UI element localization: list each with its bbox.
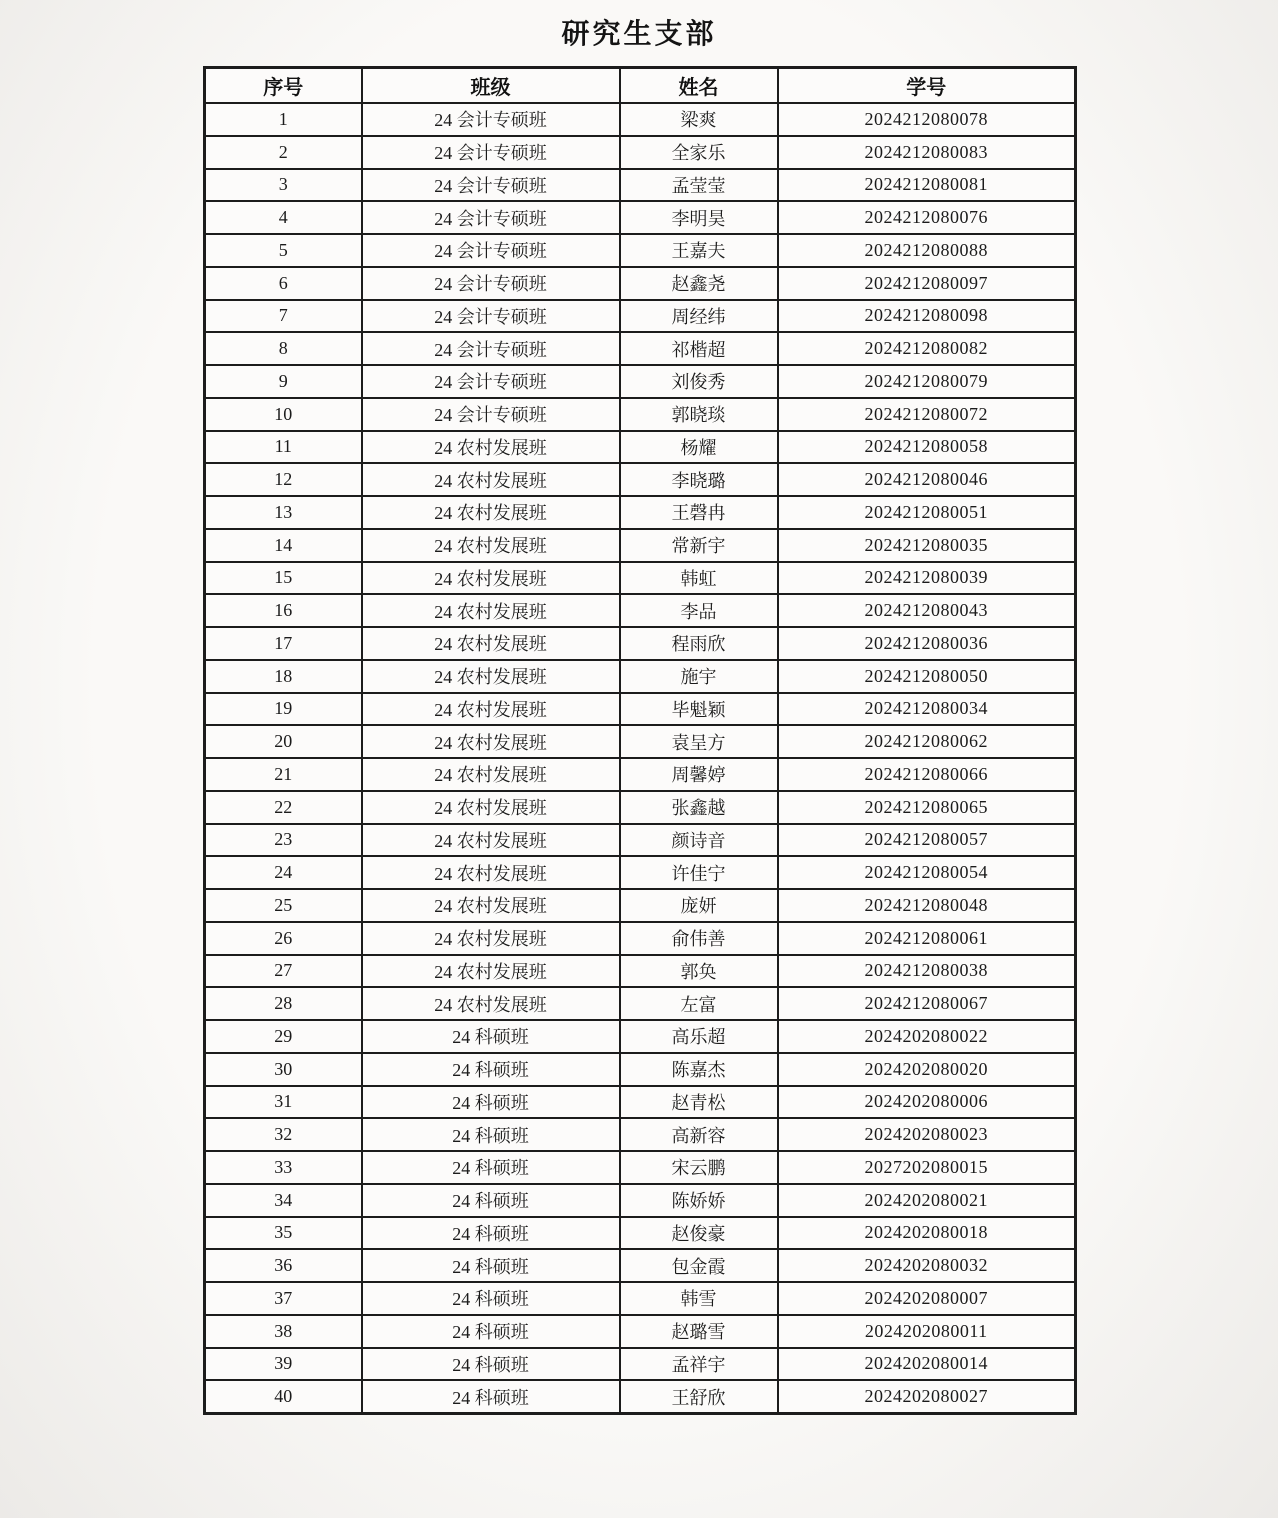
cell-index: 32 [205,1118,362,1151]
cell-index: 17 [205,627,362,660]
cell-index: 36 [205,1249,362,1282]
cell-name: 常新宇 [620,529,778,562]
cell-class: 24 会计专硕班 [362,365,620,398]
cell-index: 34 [205,1184,362,1217]
table-row [205,365,1076,398]
cell-index: 10 [205,398,362,431]
cell-index: 20 [205,725,362,758]
table-row [205,725,1076,758]
table-row [205,1249,1076,1282]
cell-index: 6 [205,267,362,300]
cell-index: 22 [205,791,362,824]
cell-student-id: 2024212080082 [778,332,1076,365]
cell-name: 毕魁颖 [620,693,778,726]
table-row [205,1217,1076,1250]
cell-index: 19 [205,693,362,726]
cell-class: 24 科硕班 [362,1380,620,1413]
cell-name: 杨耀 [620,431,778,464]
cell-name: 李明昊 [620,201,778,234]
cell-class: 24 科硕班 [362,1053,620,1086]
table-row [205,693,1076,726]
cell-class: 24 农村发展班 [362,758,620,791]
cell-name: 颜诗音 [620,824,778,857]
cell-student-id: 2024212080088 [778,234,1076,267]
table-row [205,562,1076,595]
table-row [205,791,1076,824]
cell-name: 孟祥宇 [620,1348,778,1381]
table-row [205,594,1076,627]
cell-index: 26 [205,922,362,955]
cell-class: 24 科硕班 [362,1184,620,1217]
cell-class: 24 农村发展班 [362,922,620,955]
cell-student-id: 2024202080032 [778,1249,1076,1282]
cell-student-id: 2024212080079 [778,365,1076,398]
cell-class: 24 科硕班 [362,1151,620,1184]
table-row [205,660,1076,693]
table-row [205,529,1076,562]
cell-index: 29 [205,1020,362,1053]
cell-class: 24 农村发展班 [362,889,620,922]
cell-name: 包金霞 [620,1249,778,1282]
cell-index: 39 [205,1348,362,1381]
cell-index: 1 [205,103,362,136]
cell-index: 24 [205,856,362,889]
table-row [205,824,1076,857]
cell-class: 24 科硕班 [362,1118,620,1151]
cell-index: 8 [205,332,362,365]
cell-student-id: 2024212080054 [778,856,1076,889]
cell-name: 李晓璐 [620,463,778,496]
table-row [205,889,1076,922]
cell-class: 24 会计专硕班 [362,234,620,267]
page-title: 研究生支部 [561,19,717,50]
cell-index: 4 [205,201,362,234]
cell-class: 24 农村发展班 [362,824,620,857]
cell-index: 27 [205,955,362,988]
table-row [205,1053,1076,1086]
table-row [205,103,1076,136]
cell-class: 24 会计专硕班 [362,103,620,136]
cell-class: 24 农村发展班 [362,987,620,1020]
cell-name: 郭奂 [620,955,778,988]
cell-class: 24 科硕班 [362,1282,620,1315]
cell-class: 24 农村发展班 [362,594,620,627]
cell-name: 赵青松 [620,1086,778,1119]
header-cell-class: 班级 [362,68,620,104]
cell-name: 宋云鹏 [620,1151,778,1184]
cell-class: 24 会计专硕班 [362,136,620,169]
cell-index: 5 [205,234,362,267]
cell-name: 刘俊秀 [620,365,778,398]
cell-name: 陈嘉杰 [620,1053,778,1086]
cell-class: 24 科硕班 [362,1217,620,1250]
cell-student-id: 2024212080097 [778,267,1076,300]
cell-name: 施宇 [620,660,778,693]
cell-student-id: 2024202080018 [778,1217,1076,1250]
cell-index: 38 [205,1315,362,1348]
table-row [205,1184,1076,1217]
cell-student-id: 2024212080046 [778,463,1076,496]
cell-student-id: 2024202080014 [778,1348,1076,1381]
cell-student-id: 2024212080081 [778,169,1076,202]
cell-name: 高新容 [620,1118,778,1151]
cell-name: 高乐超 [620,1020,778,1053]
cell-name: 赵鑫尧 [620,267,778,300]
cell-student-id: 2024212080072 [778,398,1076,431]
cell-student-id: 2027202080015 [778,1151,1076,1184]
cell-name: 李品 [620,594,778,627]
table-row [205,1118,1076,1151]
table-row [205,431,1076,464]
table-row [205,758,1076,791]
cell-student-id: 2024202080006 [778,1086,1076,1119]
cell-name: 全家乐 [620,136,778,169]
cell-class: 24 科硕班 [362,1086,620,1119]
table-row [205,463,1076,496]
cell-student-id: 2024202080021 [778,1184,1076,1217]
cell-student-id: 2024202080022 [778,1020,1076,1053]
cell-name: 袁呈方 [620,725,778,758]
cell-name: 程雨欣 [620,627,778,660]
cell-student-id: 2024212080035 [778,529,1076,562]
cell-index: 11 [205,431,362,464]
cell-index: 15 [205,562,362,595]
cell-student-id: 2024212080078 [778,103,1076,136]
cell-name: 王磬冉 [620,496,778,529]
cell-class: 24 会计专硕班 [362,267,620,300]
table-row [205,922,1076,955]
cell-index: 16 [205,594,362,627]
cell-class: 24 科硕班 [362,1249,620,1282]
cell-index: 14 [205,529,362,562]
table-row [205,987,1076,1020]
cell-student-id: 2024212080076 [778,201,1076,234]
cell-student-id: 2024202080007 [778,1282,1076,1315]
cell-class: 24 农村发展班 [362,529,620,562]
cell-student-id: 2024212080058 [778,431,1076,464]
cell-class: 24 农村发展班 [362,431,620,464]
table-row [205,1315,1076,1348]
cell-student-id: 2024212080098 [778,300,1076,333]
header-cell-student-id: 学号 [778,68,1076,104]
cell-index: 25 [205,889,362,922]
cell-index: 9 [205,365,362,398]
cell-class: 24 科硕班 [362,1348,620,1381]
cell-index: 3 [205,169,362,202]
cell-student-id: 2024202080027 [778,1380,1076,1413]
table-row [205,1086,1076,1119]
cell-index: 23 [205,824,362,857]
cell-name: 孟莹莹 [620,169,778,202]
roster-table [203,66,1077,1415]
table-row [205,1380,1076,1413]
cell-index: 13 [205,496,362,529]
cell-student-id: 2024212080083 [778,136,1076,169]
cell-class: 24 农村发展班 [362,496,620,529]
cell-name: 王舒欣 [620,1380,778,1413]
table-row [205,1020,1076,1053]
cell-index: 2 [205,136,362,169]
cell-class: 24 会计专硕班 [362,169,620,202]
table-row [205,169,1076,202]
cell-class: 24 农村发展班 [362,463,620,496]
cell-student-id: 2024212080050 [778,660,1076,693]
cell-class: 24 科硕班 [362,1020,620,1053]
cell-class: 24 农村发展班 [362,627,620,660]
cell-class: 24 农村发展班 [362,562,620,595]
table-row [205,234,1076,267]
table-row [205,1282,1076,1315]
cell-name: 陈娇娇 [620,1184,778,1217]
table-row [205,1348,1076,1381]
cell-index: 40 [205,1380,362,1413]
cell-name: 张鑫越 [620,791,778,824]
header-cell-index: 序号 [205,68,362,104]
cell-name: 许佳宁 [620,856,778,889]
cell-name: 赵俊豪 [620,1217,778,1250]
table-row [205,955,1076,988]
cell-name: 周经纬 [620,300,778,333]
table-row [205,496,1076,529]
cell-name: 祁楷超 [620,332,778,365]
cell-index: 33 [205,1151,362,1184]
cell-student-id: 2024212080036 [778,627,1076,660]
table-row [205,332,1076,365]
table-row [205,856,1076,889]
table-row [205,627,1076,660]
cell-class: 24 农村发展班 [362,955,620,988]
cell-name: 赵璐雪 [620,1315,778,1348]
table-row [205,267,1076,300]
cell-student-id: 2024212080067 [778,987,1076,1020]
cell-student-id: 2024202080011 [778,1315,1076,1348]
cell-class: 24 科硕班 [362,1315,620,1348]
cell-name: 左富 [620,987,778,1020]
header-cell-name: 姓名 [620,68,778,104]
cell-index: 12 [205,463,362,496]
cell-class: 24 农村发展班 [362,791,620,824]
cell-student-id: 2024212080062 [778,725,1076,758]
cell-name: 郭晓琰 [620,398,778,431]
cell-index: 35 [205,1217,362,1250]
cell-student-id: 2024202080023 [778,1118,1076,1151]
cell-name: 俞伟善 [620,922,778,955]
cell-index: 31 [205,1086,362,1119]
cell-name: 王嘉夫 [620,234,778,267]
cell-student-id: 2024212080066 [778,758,1076,791]
cell-name: 韩雪 [620,1282,778,1315]
cell-class: 24 农村发展班 [362,856,620,889]
cell-index: 30 [205,1053,362,1086]
table-row [205,1151,1076,1184]
cell-index: 7 [205,300,362,333]
cell-name: 韩虹 [620,562,778,595]
table-row [205,201,1076,234]
cell-class: 24 会计专硕班 [362,300,620,333]
cell-class: 24 会计专硕班 [362,398,620,431]
table-row [205,398,1076,431]
cell-index: 18 [205,660,362,693]
header-row [205,68,1076,104]
cell-student-id: 2024212080051 [778,496,1076,529]
cell-class: 24 农村发展班 [362,693,620,726]
cell-class: 24 会计专硕班 [362,332,620,365]
cell-index: 21 [205,758,362,791]
table-row [205,300,1076,333]
cell-student-id: 2024212080048 [778,889,1076,922]
cell-class: 24 农村发展班 [362,660,620,693]
cell-student-id: 2024212080061 [778,922,1076,955]
table-body [205,103,1076,1414]
cell-class: 24 农村发展班 [362,725,620,758]
cell-index: 37 [205,1282,362,1315]
cell-student-id: 2024212080043 [778,594,1076,627]
cell-class: 24 会计专硕班 [362,201,620,234]
cell-index: 28 [205,987,362,1020]
cell-student-id: 2024202080020 [778,1053,1076,1086]
cell-student-id: 2024212080039 [778,562,1076,595]
cell-student-id: 2024212080065 [778,791,1076,824]
cell-student-id: 2024212080034 [778,693,1076,726]
cell-name: 庞妍 [620,889,778,922]
table-row [205,136,1076,169]
cell-student-id: 2024212080057 [778,824,1076,857]
cell-student-id: 2024212080038 [778,955,1076,988]
cell-name: 梁爽 [620,103,778,136]
cell-name: 周馨婷 [620,758,778,791]
